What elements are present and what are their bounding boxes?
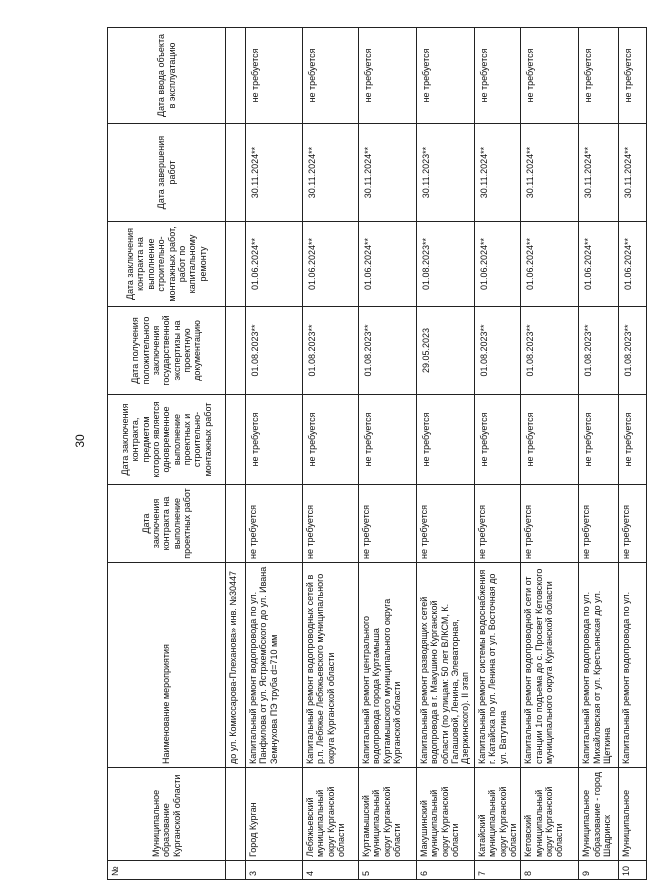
cell-completion: 30.11.2024** [359,124,417,222]
cell-construction-contract: 01.06.2024** [619,222,647,307]
cell-design-contract: не требуется [246,485,303,563]
header-construction-contract: Дата заключения контракта на выполнение строительно-монтажных работ, работ по капитальному ремонту [108,222,226,307]
header-combined-contract: Дата заключения контракта, предметом которого является одновременное выполнение проектных и строительно-монтажных работ [108,395,226,485]
header-design-contract: Дата заключения контракта на выполнение проектных работ [108,485,226,563]
cell-construction-contract: 01.06.2024** [521,222,579,307]
cell-num: 9 [579,861,619,880]
table-row [246,28,303,880]
cell-commissioning: не требуется [579,28,619,124]
cell-municipality: Кетовский муниципальный округ Курганской области [521,768,579,861]
cell-combined-contract: не требуется [521,395,579,485]
cell-municipality: Лебяжьевский муниципальный округ Курганской области [303,768,359,861]
header-num: № [108,861,226,880]
cell-construction-contract: 01.06.2024** [246,222,303,307]
cell-expertise: 01.08.2023** [521,307,579,395]
cell-commissioning: не требуется [303,28,359,124]
cell-commissioning: не требуется [619,28,647,124]
table-row [303,28,359,880]
cell-combined-contract: не требуется [579,395,619,485]
cell-name: Капитальный ремонт системы водоснабжения г. Катайска по ул. Ленина от ул. Восточная до ул. Ватутина [475,563,521,768]
rotated-page [107,28,634,880]
cell-combined-contract: не требуется [246,395,303,485]
cell-construction-contract: 01.06.2024** [475,222,521,307]
cell-name: Капитальный ремонт водопроводных сетей в р.п. Лебяжье Лебяжьевского муниципального округа Курганской области [303,563,359,768]
cell-design-contract: не требуется [579,485,619,563]
cell-combined-contract: не требуется [619,395,647,485]
cell-design-contract: не требуется [521,485,579,563]
cell-expertise [226,307,246,395]
cell-expertise: 01.08.2023** [246,307,303,395]
table-header-row [108,28,226,880]
header-expertise: Дата получения положительного заключения государственной экспертизы на проектную документацию [108,307,226,395]
page-number: 30 [73,434,87,448]
cell-num: 3 [246,861,303,880]
cell-name: Капитальный ремонт центрального водопровода города Куртамыша Куртамышского муниципального округа Курганской области [359,563,417,768]
cell-num: 5 [359,861,417,880]
header-municipality: Муниципальное образование Курганской области [108,768,226,861]
cell-design-contract: не требуется [303,485,359,563]
cell-commissioning: не требуется [521,28,579,124]
table-row [619,28,647,880]
table-row [521,28,579,880]
cell-commissioning [226,28,246,124]
cell-design-contract: не требуется [619,485,647,563]
cell-completion: 30.11.2024** [246,124,303,222]
cell-municipality: Макушинский муниципальный округ Курганской области [417,768,475,861]
cell-combined-contract: не требуется [303,395,359,485]
cell-municipality: Куртамышский муниципальный округ Курганской области [359,768,417,861]
cell-design-contract: не требуется [359,485,417,563]
cell-completion: 30.11.2024** [303,124,359,222]
cell-completion [226,124,246,222]
cell-combined-contract [226,395,246,485]
cell-commissioning: не требуется [417,28,475,124]
cell-completion: 30.11.2024** [475,124,521,222]
table-row [417,28,475,880]
cell-num: 7 [475,861,521,880]
cell-expertise: 01.08.2023** [475,307,521,395]
cell-commissioning: не требуется [475,28,521,124]
cell-name: Капитальный ремонт водопровода по ул. [619,563,647,768]
cell-design-contract: не требуется [475,485,521,563]
cell-num: 10 [619,861,647,880]
cell-municipality: Катайский муниципальный округ Курганской области [475,768,521,861]
cell-name: Капитальный ремонт водопровода по ул. Михайловская от ул. Крестьянская до ул. Щеткина [579,563,619,768]
cell-construction-contract: 01.06.2024** [579,222,619,307]
cell-completion: 30.11.2023** [417,124,475,222]
cell-construction-contract [226,222,246,307]
cell-construction-contract: 01.06.2024** [359,222,417,307]
cell-name: Капитальный ремонт водопроводной сети от станции 1го подъема до с. Просвет Кетовского муниципального округа Курганской области [521,563,579,768]
cell-combined-contract: не требуется [417,395,475,485]
cell-construction-contract: 01.08.2023** [417,222,475,307]
cell-combined-contract: не требуется [359,395,417,485]
cell-completion: 30.11.2024** [521,124,579,222]
cell-name: Капитальный ремонт водопровода по ул. Панфилова от ул. Ястржембского до ул. Ивана Земнухова ПЭ труба d=710 мм [246,563,303,768]
cell-completion: 30.11.2024** [579,124,619,222]
table-row-continuation [226,28,246,880]
table-row [579,28,619,880]
table-row [359,28,417,880]
cell-completion: 30.11.2024** [619,124,647,222]
cell-name: Капитальный ремонт разводящих сетей водопровода в г. Макушино Курганской области (по улицам: 50 лет ВЛКСМ, К. Галашовой, Ленина, Элеваторная, Дзержинского). II этап [417,563,475,768]
cell-municipality: Муниципальное образование - город Шадринск [579,768,619,861]
cell-num: 8 [521,861,579,880]
cell-municipality: Муниципальное [619,768,647,861]
cell-expertise: 01.08.2023** [359,307,417,395]
cell-expertise: 29.05.2023 [417,307,475,395]
cell-name: до ул. Комиссарова-Плеханова» инв. №30447 [226,563,246,768]
cell-design-contract [226,485,246,563]
cell-num: 4 [303,861,359,880]
header-commissioning: Дата ввода объекта в эксплуатацию [108,28,226,124]
cell-municipality [226,768,246,861]
cell-expertise: 01.08.2023** [579,307,619,395]
cell-commissioning: не требуется [359,28,417,124]
cell-construction-contract: 01.06.2024** [303,222,359,307]
events-table [107,27,647,880]
table-row [475,28,521,880]
cell-design-contract: не требуется [417,485,475,563]
cell-combined-contract: не требуется [475,395,521,485]
cell-commissioning: не требуется [246,28,303,124]
rotated-content [107,28,634,880]
cell-municipality: Город Курган [246,768,303,861]
cell-expertise: 01.08.2023** [303,307,359,395]
cell-num [226,861,246,880]
cell-num: 6 [417,861,475,880]
header-completion: Дата завершения работ [108,124,226,222]
cell-expertise: 01.08.2023** [619,307,647,395]
header-name: Наименование мероприятия [108,563,226,768]
